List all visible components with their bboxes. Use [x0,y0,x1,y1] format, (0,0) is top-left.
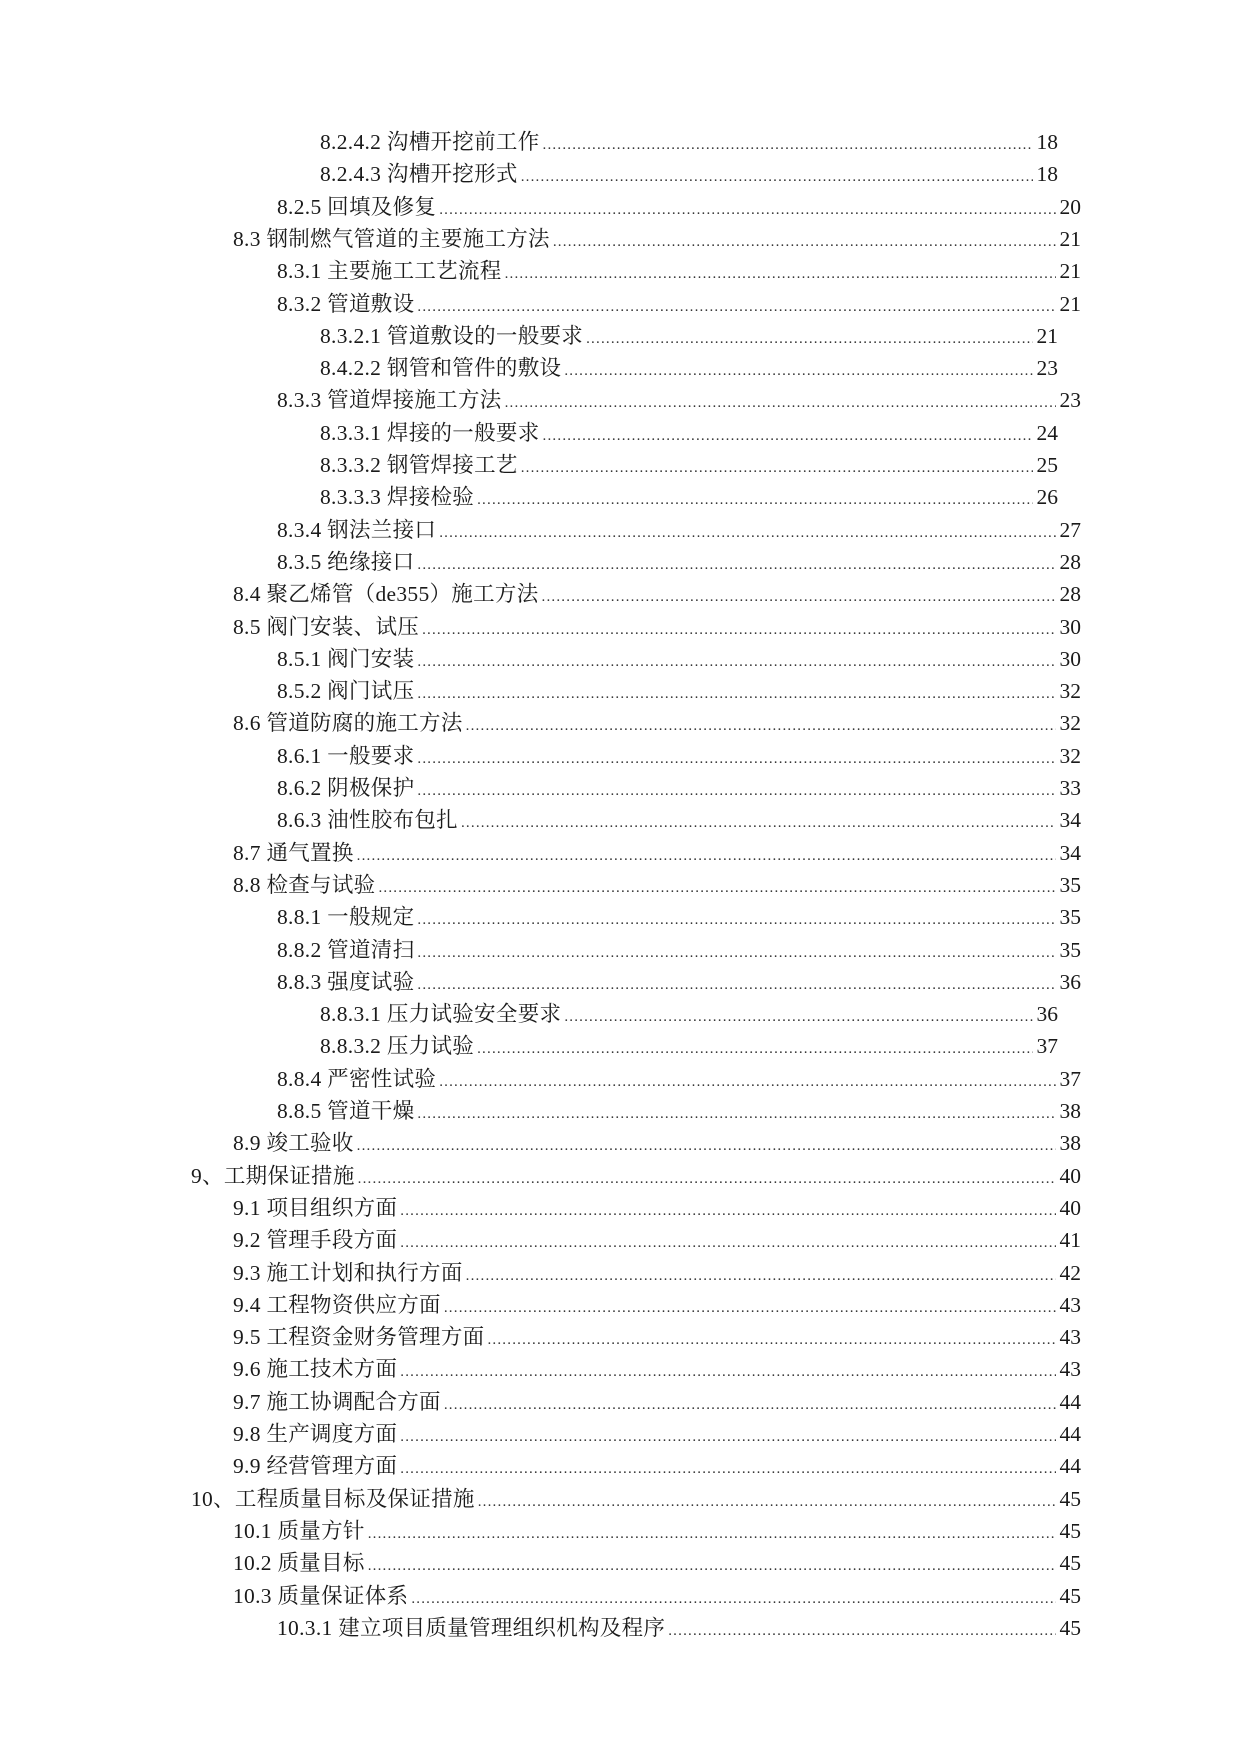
toc-page-number: 44 [1059,1422,1081,1446]
toc-entry[interactable] [277,966,1081,996]
toc-entry[interactable] [233,1450,1081,1480]
toc-entry[interactable] [320,320,1058,350]
toc-entry[interactable] [277,191,1081,221]
toc-page-number: 20 [1059,194,1081,219]
toc-page-number: 35 [1059,937,1081,962]
toc-entry[interactable] [277,1612,1081,1642]
toc-entry-title: 8.3 钢制燃气管道的主要施工方法 [233,226,550,251]
toc-page-number: 26 [1036,485,1058,510]
toc-dot-leader [521,451,1033,479]
toc-entry-title: 9.4 工程物资供应方面 [233,1292,441,1317]
toc-entry-title: 8.8.3 强度试验 [277,969,415,994]
toc-entry[interactable] [277,934,1081,964]
toc-page-number: 35 [1059,905,1081,930]
toc-entry-title: 8.3.1 主要施工工艺流程 [277,259,502,284]
toc-dot-leader [417,548,1056,576]
toc-dot-leader [553,225,1056,253]
toc-entry-title: 10.3.1 建立项目质量管理组织机构及程序 [277,1615,666,1640]
toc-entry[interactable] [277,255,1081,285]
toc-entry[interactable] [277,288,1081,318]
toc-entry-title: 10.2 质量目标 [233,1551,365,1576]
toc-entry-title: 8.5 阀门安装、试压 [233,614,420,639]
toc-page-number: 40 [1059,1163,1081,1188]
toc-dot-leader [400,1226,1056,1254]
toc-page-number: 21 [1059,259,1081,284]
toc-page-number: 21 [1059,291,1081,316]
toc-entry-title: 9.6 施工技术方面 [233,1357,398,1382]
toc-entry[interactable] [233,1321,1081,1351]
toc-entry-title: 8.6.1 一般要求 [277,743,415,768]
toc-page-number: 44 [1059,1389,1081,1414]
toc-page-number: 43 [1059,1325,1081,1350]
toc-dot-leader [466,709,1056,737]
toc-entry-title: 8.3.2.1 管道敷设的一般要求 [320,323,584,348]
toc-entry[interactable] [277,514,1081,544]
toc-entry[interactable] [233,223,1081,253]
toc-entry[interactable] [233,1386,1081,1416]
toc-dot-leader [564,1000,1033,1028]
toc-dot-leader [417,677,1056,705]
toc-page-number: 45 [1059,1551,1081,1576]
toc-entry[interactable] [233,578,1081,608]
toc-entry-title: 8.6 管道防腐的施工方法 [233,711,463,736]
toc-page-number: 28 [1059,582,1081,607]
toc-dot-leader [411,1582,1056,1610]
toc-dot-leader [461,806,1056,834]
toc-entry[interactable] [233,1547,1081,1577]
toc-entry-title: 8.4.2.2 钢管和管件的敷设 [320,356,562,381]
toc-page-number: 45 [1059,1615,1081,1640]
toc-dot-leader [357,839,1056,867]
toc-page-number: 37 [1036,1034,1058,1059]
toc-dot-leader [478,1485,1056,1513]
toc-entry-title: 8.8.3.1 压力试验安全要求 [320,1002,562,1027]
toc-dot-leader [505,257,1056,285]
toc-entry-title: 8.8.5 管道干燥 [277,1099,415,1123]
toc-entry[interactable] [233,869,1081,899]
toc-entry-title: 8.7 通气置换 [233,840,354,865]
toc-entry[interactable] [233,1289,1081,1319]
toc-entry[interactable] [320,352,1058,382]
toc-dot-leader [422,613,1056,641]
toc-entry-title: 8.3.3.2 钢管焊接工艺 [320,453,518,477]
toc-page-number: 38 [1059,1131,1081,1156]
toc-entry-title: 8.3.3.1 焊接的一般要求 [320,420,540,445]
toc-dot-leader [400,1355,1056,1383]
toc-page-number: 28 [1059,549,1081,574]
toc-dot-leader [417,290,1056,318]
toc-entry[interactable] [277,1095,1081,1125]
toc-page-number: 18 [1036,130,1058,154]
toc-entry[interactable] [277,643,1081,673]
toc-entry-title: 8.3.2 管道敷设 [277,291,415,316]
toc-entry-title: 10.3 质量保证体系 [233,1583,409,1608]
toc-page-number: 27 [1059,517,1081,542]
toc-page-number: 37 [1059,1066,1081,1091]
toc-dot-leader [521,160,1033,188]
toc-page-number: 35 [1059,872,1081,897]
toc-entry[interactable] [233,1224,1081,1254]
toc-dot-leader [543,419,1033,447]
toc-page-number: 18 [1036,162,1058,187]
toc-entry-title: 8.5.2 阀门试压 [277,679,415,704]
toc-entry-title: 8.4 聚乙烯管（de355）施工方法 [233,582,539,607]
toc-entry[interactable] [277,740,1081,770]
toc-entry[interactable] [320,158,1058,188]
toc-page-number: 34 [1059,808,1081,833]
toc-dot-leader [417,936,1056,964]
toc-page-number: 45 [1059,1486,1081,1511]
toc-entry-title: 8.2.4.2 沟槽开挖前工作 [320,130,540,154]
toc-dot-leader [542,580,1057,608]
toc-dot-leader [487,1323,1056,1351]
toc-page-number: 43 [1059,1292,1081,1317]
toc-entry-title: 8.2.4.3 沟槽开挖形式 [320,162,518,187]
toc-page-number: 40 [1059,1195,1081,1220]
toc-entry[interactable] [233,1257,1081,1287]
toc-entry[interactable] [277,804,1081,834]
toc-entry-title: 9.8 生产调度方面 [233,1422,398,1446]
toc-entry-title: 8.6.2 阴极保护 [277,776,415,800]
toc-page-number: 44 [1059,1454,1081,1479]
toc-dot-leader [417,1097,1056,1125]
toc-dot-leader [417,645,1056,673]
toc-dot-leader [505,386,1056,414]
toc-entry-title: 9.1 项目组织方面 [233,1195,398,1220]
toc-entry-title: 8.9 竣工验收 [233,1131,354,1156]
toc-page-number: 43 [1059,1357,1081,1382]
toc-entry[interactable] [277,901,1081,931]
toc-page-number: 33 [1059,776,1081,800]
toc-entry[interactable] [233,1192,1081,1222]
toc-page-number: 32 [1059,711,1081,736]
toc-dot-leader [439,516,1056,544]
toc-dot-leader [400,1194,1056,1222]
toc-dot-leader [444,1388,1056,1416]
toc-dot-leader [564,354,1033,382]
toc-entry[interactable] [191,1160,1081,1190]
toc-entry[interactable] [320,417,1058,447]
toc-page-number: 32 [1059,743,1081,768]
toc-entry-title: 8.3.4 钢法兰接口 [277,517,437,542]
toc-entry[interactable] [233,837,1081,867]
toc-entry-title: 8.8.3.2 压力试验 [320,1034,475,1059]
toc-entry-title: 10、工程质量目标及保证措施 [191,1486,475,1511]
toc-entry[interactable] [277,1063,1081,1093]
toc-entry[interactable] [233,611,1081,641]
toc-page-number: 23 [1036,356,1058,381]
toc-entry-title: 8.3.5 绝缘接口 [277,549,415,574]
toc-entry[interactable] [191,1483,1081,1513]
toc-dot-leader [477,1032,1033,1060]
toc-entry-title: 9.5 工程资金财务管理方面 [233,1325,485,1350]
toc-entry[interactable] [277,675,1081,705]
toc-entry[interactable] [233,1580,1081,1610]
toc-entry-title: 8.8.4 严密性试验 [277,1066,437,1091]
toc-entry-title: 8.5.1 阀门安装 [277,646,415,671]
toc-page-number: 45 [1059,1518,1081,1543]
toc-entry[interactable] [320,998,1058,1028]
toc-dot-leader [466,1259,1056,1287]
toc-entry[interactable] [320,1030,1058,1060]
toc-page-number: 21 [1059,226,1081,251]
toc-dot-leader [586,322,1033,350]
toc-dot-leader [668,1614,1056,1642]
toc-entry-title: 8.8 检查与试验 [233,872,376,897]
toc-entry[interactable] [233,707,1081,737]
toc-entry-title: 8.8.2 管道清扫 [277,937,415,962]
toc-page-number: 41 [1059,1228,1081,1253]
toc-dot-leader [417,742,1056,770]
toc-entry-title: 9.3 施工计划和执行方面 [233,1260,463,1285]
toc-dot-leader [358,1162,1056,1190]
toc-page-number: 32 [1059,679,1081,704]
toc-entry-title: 9.7 施工协调配合方面 [233,1389,441,1414]
toc-entry[interactable] [277,772,1081,802]
toc-dot-leader [378,871,1056,899]
toc-dot-leader [400,1420,1056,1448]
toc-entry[interactable] [233,1515,1081,1545]
toc-dot-leader [368,1549,1056,1577]
toc-entry-title: 8.8.1 一般规定 [277,905,415,930]
toc-entry-title: 9.9 经营管理方面 [233,1454,398,1479]
toc-page-number: 34 [1059,840,1081,865]
toc-dot-leader [439,193,1056,221]
toc-page-number: 25 [1036,453,1058,477]
toc-dot-leader [439,1065,1056,1093]
toc-dot-leader [543,128,1033,156]
toc-entry[interactable] [320,126,1058,156]
toc-entry-title: 8.2.5 回填及修复 [277,194,437,219]
toc-page-number: 36 [1059,969,1081,994]
toc-dot-leader [417,968,1056,996]
toc-entry[interactable] [233,1353,1081,1383]
toc-entry-title: 9.2 管理手段方面 [233,1228,398,1253]
toc-entry-title: 10.1 质量方针 [233,1518,365,1543]
toc-entry[interactable] [277,384,1081,414]
toc-dot-leader [444,1291,1056,1319]
toc-page-number: 38 [1059,1099,1081,1123]
toc-entry-title: 9、工期保证措施 [191,1163,355,1188]
toc-entry[interactable] [277,546,1081,576]
toc-page-number: 30 [1059,646,1081,671]
toc-entry-title: 8.3.3.3 焊接检验 [320,485,475,510]
toc-page-number: 42 [1059,1260,1081,1285]
toc-entry-title: 8.6.3 油性胶布包扎 [277,808,458,833]
toc-page-number: 36 [1036,1002,1058,1027]
toc-page-number: 21 [1036,323,1058,348]
toc-entry[interactable] [320,449,1058,479]
toc-dot-leader [357,1129,1056,1157]
toc-entry-title: 8.3.3 管道焊接施工方法 [277,388,502,413]
toc-page-number: 45 [1059,1583,1081,1608]
toc-page-number: 30 [1059,614,1081,639]
toc-entry[interactable] [233,1418,1081,1448]
toc-page-number: 24 [1036,420,1058,445]
toc-entry[interactable] [320,481,1058,511]
toc-dot-leader [477,483,1033,511]
toc-entry[interactable] [233,1127,1081,1157]
toc-dot-leader [368,1517,1056,1545]
toc-dot-leader [417,903,1056,931]
toc-page-number: 23 [1059,388,1081,413]
toc-dot-leader [417,774,1056,802]
toc-dot-leader [400,1452,1056,1480]
